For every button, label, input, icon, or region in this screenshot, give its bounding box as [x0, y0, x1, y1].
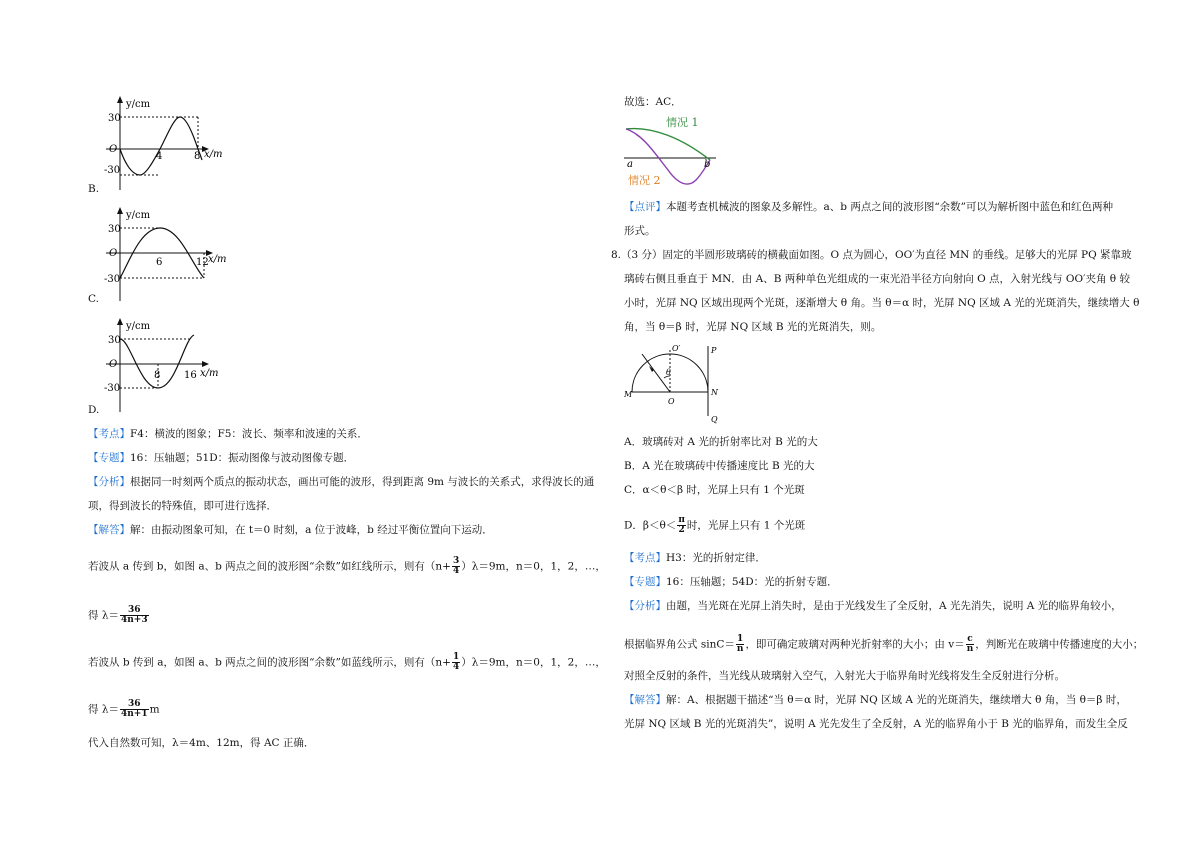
option-d-label: D.: [88, 404, 100, 416]
case-red-equation: 若波从 a 传到 b，如图 a、b 两点之间的波形图“余数”如红线所示，则有（n+ $\frac{3}{4}$ ）λ＝9m，n＝0，1，2，…，: [88, 556, 606, 576]
zhuanti-text: 16：压轴题；51D：振动图像与波动图像专题．: [130, 452, 355, 464]
right-fenxi-line2: 根据临界角公式 sinC＝ $\frac{1}{n}$ ，即可确定玻璃对两种光折射率的大小；由 v＝ $\frac{c}{n}$ ，判断光在玻璃中传播速度的大小；: [624, 634, 1144, 654]
left-zhuanti: [88, 451, 354, 465]
point-a-label: a: [627, 159, 633, 170]
jieda-tag: 【解答】: [88, 524, 130, 536]
left-fenxi-line2: 项，得到波长的特殊值，即可进行选择．: [88, 500, 277, 512]
o-label: O: [668, 397, 675, 406]
left-final: 代入自然数可知，λ＝4m、12m，得 AC 正确．: [88, 737, 315, 749]
option-d: D．β＜θ＜ $\frac{\pi}{2}$ 时，光屏上只有 1 个光斑: [624, 515, 806, 535]
wave-case-figure: [622, 112, 742, 194]
semicircle-glass-figure: [624, 342, 734, 428]
graph-b-xlabel: x/m: [204, 149, 223, 160]
graph-c-ytick-pos: 30: [108, 224, 121, 235]
lambda-result-1: 得 λ＝ $\frac{36}{4n+3}$: [88, 605, 148, 625]
option-c: C．α＜θ＜β 时，光屏上只有 1 个光斑: [624, 484, 805, 496]
fraction-1-4: $\frac{1}{4}$: [452, 652, 460, 672]
theta-label: θ: [666, 368, 671, 377]
left-fenxi: [88, 475, 594, 489]
right-zhuanti: 【专题】16：压轴题；54D：光的折射专题．: [624, 576, 838, 588]
left-jieda: [88, 523, 493, 537]
p-label: P: [711, 346, 717, 355]
o-prime-label: O′: [672, 344, 681, 353]
graph-c-ytick-neg: -30: [104, 274, 121, 285]
graph-b-origin: O: [109, 144, 118, 155]
fraction-c-n: $\frac{c}{n}$: [966, 634, 974, 654]
option-b-label: B.: [88, 183, 100, 195]
wave-graph-d: [88, 316, 238, 416]
graph-d-xtick-1: 8: [154, 370, 161, 381]
graph-d-xlabel: x/m: [200, 368, 219, 379]
kaodian-text: F4：横波的图象；F5：波长、频率和波速的关系．: [130, 428, 368, 440]
kaodian-tag: 【考点】: [88, 428, 130, 440]
graph-d-xtick-2: 16: [184, 370, 197, 381]
graph-b-xtick-2: 8: [194, 151, 201, 162]
lambda-result-2: 得 λ＝ $\frac{36}{4n+1}$ m: [88, 699, 160, 719]
question-8-line4: 角，当 θ＝β 时，光屏 NQ 区域 B 光的光斑消失，则。: [624, 321, 882, 333]
right-kaodian: 【考点】H3：光的折射定律．: [624, 552, 766, 564]
graph-c-origin: O: [109, 248, 118, 259]
jieda-text: 解：由振动图象可知，在 t＝0 时刻，a 位于波峰，b 经过平衡位置向下运动．: [130, 524, 493, 536]
graph-c-xlabel: x/m: [208, 254, 227, 265]
fraction-3-4: $\frac{3}{4}$: [452, 556, 460, 576]
fraction-1-n: $\frac{1}{n}$: [736, 634, 744, 654]
fenxi-tag: 【分析】: [88, 476, 130, 488]
graph-d-ytick-neg: -30: [104, 383, 121, 394]
graph-d-origin: O: [109, 359, 118, 370]
answer-line: 故选：AC．: [624, 96, 682, 108]
graph-c-ylabel: y/cm: [126, 210, 151, 221]
fenxi-text-1: 根据同一时刻两个质点的振动状态，画出可能的波形，得到距离 9m 与波长的关系式，求得波长的通: [130, 476, 595, 488]
dianping-line1: 【点评】本题考查机械波的图象及多解性。a、b 两点之间的波形图“余数”可以为解析图中蓝色和红色两种: [624, 201, 1114, 213]
question-8-line1: 8.（3 分）固定的半圆形玻璃砖的横截面如图。O 点为圆心，OO′为直径 MN 的垂线。足够大的光屏 PQ 紧靠玻: [611, 249, 1132, 261]
left-kaodian: [88, 427, 368, 441]
m-label: M: [624, 390, 633, 399]
option-a: A．玻璃砖对 A 光的折射率比对 B 光的大: [624, 436, 818, 448]
right-fenxi: 【分析】由题，当光斑在光屏上消失时，是由于光线发生了全反射，A 光先消失，说明 A 光的临界角较小，: [624, 600, 1122, 612]
fraction-pi-2: $\frac{\pi}{2}$: [678, 515, 685, 535]
option-b: B．A 光在玻璃砖中传播速度比 B 光的大: [624, 460, 815, 472]
question-number: 8.（3 分）: [611, 249, 663, 261]
graph-b-ytick-neg: -30: [104, 165, 121, 176]
fraction-36-4n3: $\frac{36}{4n+3}$: [121, 605, 148, 625]
right-jieda: 【解答】解：A、根据题干描述“当 θ＝α 时，光屏 NQ 区域 A 光的光斑消失，继续增大 θ 角，当 θ＝β 时，: [624, 694, 1127, 706]
graph-b-ytick-pos: 30: [108, 113, 121, 124]
question-8-line2: 璃砖右侧且垂直于 MN．由 A、B 两种单色光组成的一束光沿半径方向射向 O 点，入射光线与 OO′夹角 θ 较: [624, 273, 1130, 285]
right-fenxi-line3: 对照全反射的条件，当光线从玻璃射入空气，入射光大于临界角时光线将发生全反射进行分析。: [624, 670, 1065, 682]
right-jieda-line2: 光屏 NQ 区域 B 光的光斑消失”，说明 A 光先发生了全反射，A 光的临界角小于 B 光的临界角，而发生全反: [624, 718, 1128, 730]
graph-d-ytick-pos: 30: [108, 335, 121, 346]
graph-c-xtick-2: 12: [196, 257, 209, 268]
option-c-label: C.: [88, 293, 99, 305]
dianping-line2: 形式。: [624, 225, 656, 237]
graph-c-xtick-1: 6: [156, 257, 163, 268]
question-8-line3: 小时，光屏 NQ 区域出现两个光斑，逐渐增大 θ 角。当 θ＝α 时，光屏 NQ 区域 A 光的光斑消失，继续增大 θ: [624, 297, 1140, 309]
case-blue-equation: 若波从 b 传到 a，如图 a、b 两点之间的波形图“余数”如蓝线所示，则有（n+ $\frac{1}{4}$ ）λ＝9m，n＝0，1，2，…，: [88, 652, 606, 672]
graph-d-ylabel: y/cm: [126, 321, 151, 332]
case-1-label: 情况 1: [666, 116, 699, 129]
graph-b-ylabel: y/cm: [126, 99, 151, 110]
dianping-tag: 【点评】: [624, 201, 666, 213]
point-b-label: b: [704, 159, 711, 170]
zhuanti-tag: 【专题】: [88, 452, 130, 464]
graph-b-xtick-1: 4: [156, 151, 163, 162]
fraction-36-4n1: $\frac{36}{4n+1}$: [121, 699, 148, 719]
q-label: Q: [711, 415, 718, 424]
n-label: N: [711, 388, 718, 397]
case-2-label: 情况 2: [628, 174, 661, 187]
wave-graph-b: [88, 94, 228, 194]
wave-graph-c: [88, 205, 238, 305]
